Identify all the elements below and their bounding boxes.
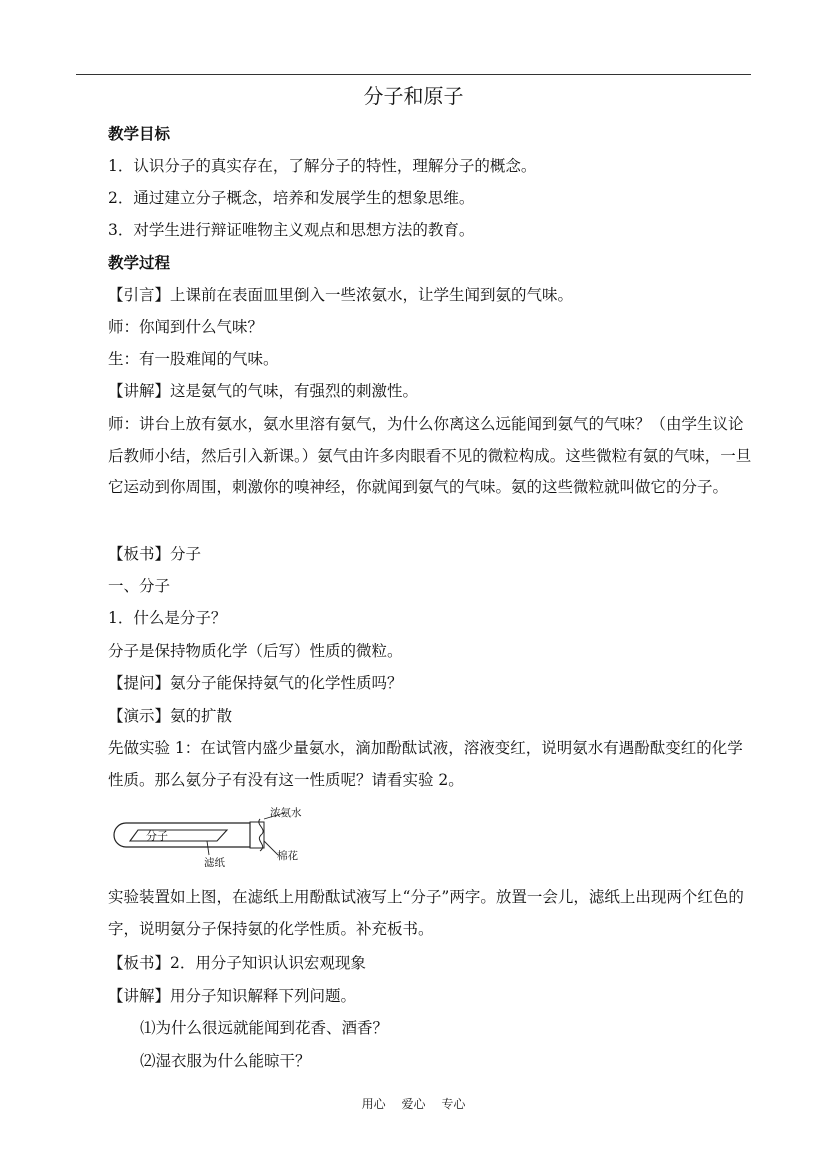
page-title: 分子和原子 — [363, 84, 464, 108]
text-line: 【引言】上课前在表面皿里倒入一些浓氨水，让学生闻到氨的气味。 — [108, 286, 574, 304]
text-line: 【板书】2．用分子知识认识宏观现象 — [108, 954, 366, 972]
text-line: 【讲解】这是氨气的气味，有强烈的刺激性。 — [108, 382, 419, 400]
paragraph-text: 先做实验 1：在试管内盛少量氨水，滴加酚酞试液，溶液变红，说明氨水有遇酚酞变红的化学性质。那么氨分子有没有这一性质呢？请看实验 2。 — [108, 739, 743, 789]
cotton-plug — [259, 819, 263, 851]
goal-item: 3．对学生进行辩证唯物主义观点和思想方法的教育。 — [108, 221, 475, 239]
text-line: 【讲解】用分子知识解释下列问题。 — [108, 987, 357, 1005]
label-ammonia: 浓氨水 — [270, 807, 302, 819]
text-line: 师：你闻到什么气味？ — [108, 318, 264, 336]
process-heading: 教学过程 — [108, 253, 171, 272]
text-line: 【提问】氨分子能保持氨气的化学性质吗？ — [108, 674, 403, 692]
text-line: 一、分子 — [108, 577, 171, 595]
paragraph — [108, 733, 753, 796]
footer-text: 爱心 — [401, 1097, 426, 1111]
goals-heading: 教学目标 — [108, 124, 171, 143]
paper-text: 分子 — [146, 829, 168, 843]
question-item: ⑵湿衣服为什么能晾干？ — [140, 1052, 311, 1070]
text-line: 【板书】分子 — [108, 545, 202, 563]
paragraph — [108, 882, 753, 945]
page-footer — [0, 1096, 827, 1112]
paragraph — [108, 409, 753, 504]
header-rule — [76, 74, 751, 75]
label-filter: 滤纸 — [204, 857, 225, 867]
filter-paper — [130, 830, 227, 841]
footer-text: 用心 — [361, 1097, 386, 1111]
paragraph-text: 实验装置如上图，在滤纸上用酚酞试液写上“分子”两字。放置一会儿，滤纸上出现两个红色的字，说明氨分子保持氨的化学性质。补充板书。 — [108, 888, 744, 938]
goal-item: 1．认识分子的真实存在，了解分子的特性，理解分子的概念。 — [108, 157, 537, 175]
leader-line — [207, 841, 209, 855]
paragraph-text: 师：讲台上放有氨水，氨水里溶有氨气，为什么你离这么远能闻到氨气的气味？（由学生议论后教师小结，然后引入新课。）氨气由许多肉眼看不见的微粒构成。这些微粒有氨的气味，一旦它运动到你周围，刺激你的嗅神经，你就闻到氨气的气味。氨的这些微粒就叫做它的分子。 — [108, 415, 752, 496]
text-line: 生：有一股难闻的气味。 — [108, 350, 279, 368]
text-line: 分子是保持物质化学（后写）性质的微粒。 — [108, 642, 403, 660]
text-line: 【演示】氨的扩散 — [108, 707, 233, 725]
text-line: 1．什么是分子？ — [108, 609, 227, 627]
question-item: ⑴为什么很远就能闻到花香、酒香？ — [140, 1019, 389, 1037]
experiment-figure — [112, 805, 312, 867]
goal-item: 2．通过建立分子概念，培养和发展学生的想象思维。 — [108, 189, 475, 207]
footer-text: 专心 — [441, 1097, 466, 1111]
leader-line — [264, 841, 278, 855]
label-cotton: 棉花 — [277, 850, 298, 862]
